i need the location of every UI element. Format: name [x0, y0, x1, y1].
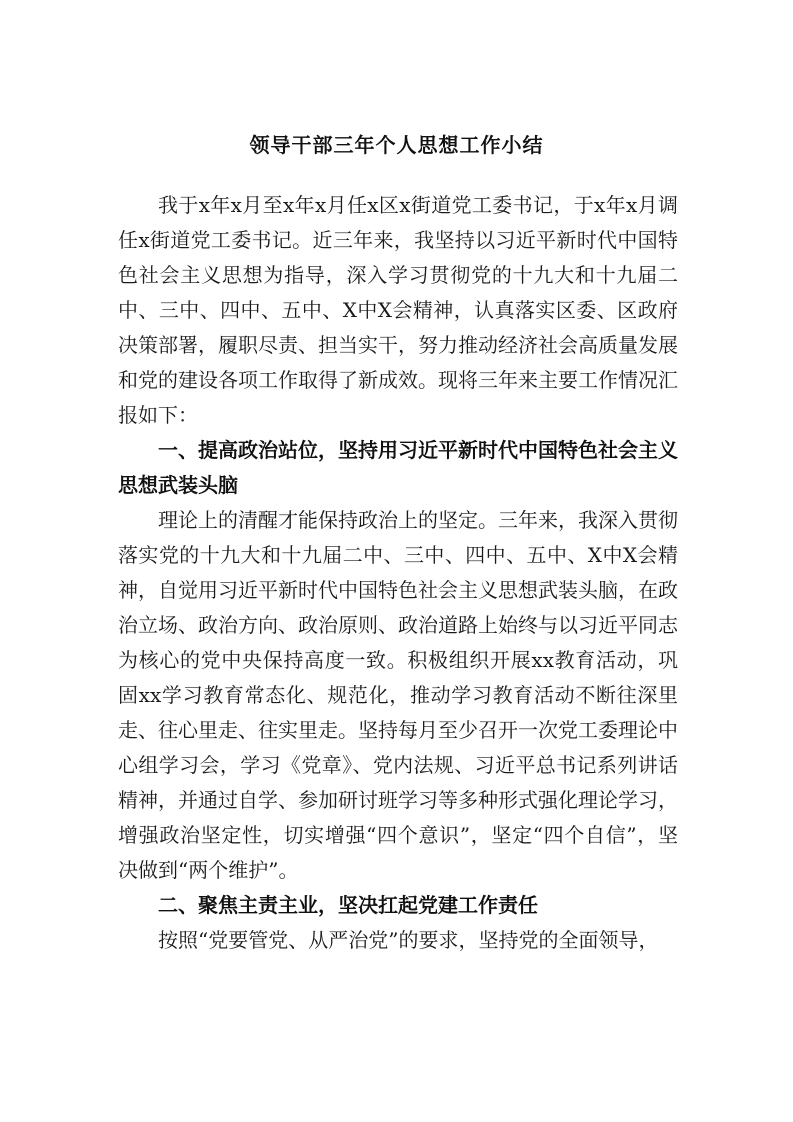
- section-1-heading: 一、提高政治站位，坚持用习近平新时代中国特色社会主义思想武装头脑: [118, 438, 678, 497]
- intro-paragraph: 我于x年x月至x年x月任x区x街道党工委书记，于x年x月调任x街道党工委书记。近三年来，我坚持以习近平新时代中国特色社会主义思想为指导，深入学习贯彻党的十九大和十九届二中、三中、四中、五中、X中X会精神，认真落实区委、区政府决策部署，履职尽责、担当实干，努力推动经济社会高质量发展和党的建设各项工作取得了新成效。现将三年来主要工作情况汇报如下：: [118, 193, 678, 427]
- section-2-paragraph: 按照“党要管党、从严治党”的要求，坚持党的全面领导，: [158, 928, 659, 952]
- section-2-heading: 二、聚焦主责主业，坚决扛起党建工作责任: [158, 893, 538, 917]
- section-1-paragraph: 理论上的清醒才能保持政治上的坚定。三年来，我深入贯彻落实党的十九大和十九届二中、三中、四中、五中、X中X会精神，自觉用习近平新时代中国特色社会主义思想武装头脑，在政治立场、政治方向、政治原则、政治道路上始终与以习近平同志为核心的党中央保持高度一致。积极组织开展xx教育活动，巩固xx学习教育常态化、规范化，推动学习教育活动不断往深里走、往心里走、往实里走。坚持每月至少召开一次党工委理论中心组学习会，学习《党章》、党内法规、习近平总书记系列讲话精神，并通过自学、参加研讨班学习等多种形式强化理论学习，增强政治坚定性，切实增强“四个意识”，坚定“四个自信”，坚决做到“两个维护”。: [118, 508, 678, 882]
- document-body: [118, 188, 678, 958]
- document-title: 领导干部三年个人思想工作小结: [249, 133, 544, 157]
